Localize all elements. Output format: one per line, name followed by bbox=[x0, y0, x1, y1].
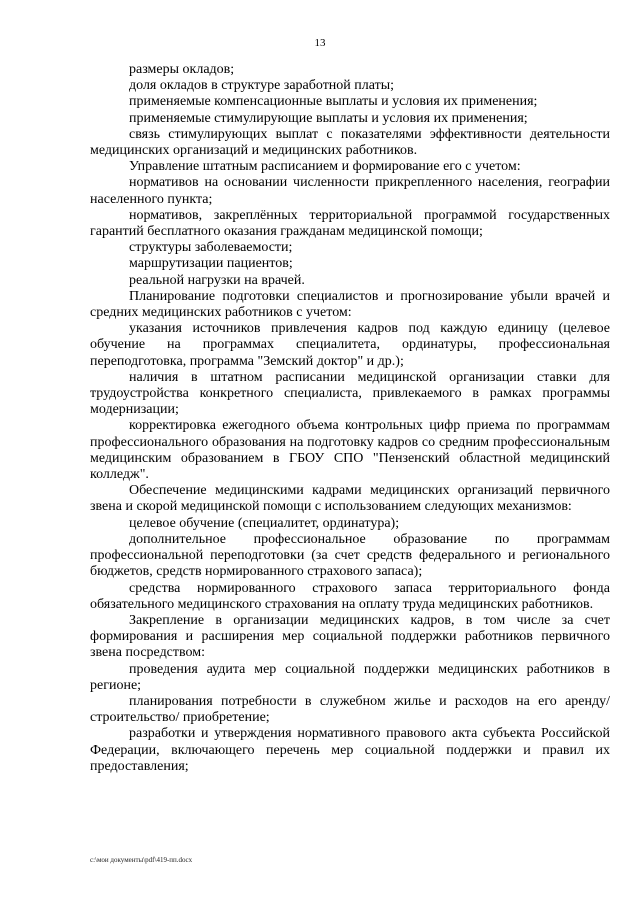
paragraph: связь стимулирующих выплат с показателями эффективности деятельности медицинских организаций и медицинских работников. bbox=[90, 126, 610, 159]
paragraph: разработки и утверждения нормативного правового акта субъекта Российской Федерации, включающего перечень мер социальной поддержки и правил их предоставления; bbox=[90, 726, 610, 774]
page-number: 13 bbox=[314, 37, 326, 49]
paragraph: указания источников привлечения кадров под каждую единицу (целевое обучение на программах специалитета, ординатуры, профессиональная переподготовка, программа "Земский доктор" и др.); bbox=[90, 321, 610, 369]
document-body bbox=[90, 62, 610, 775]
paragraph: нормативов, закреплённых территориальной программой государственных гарантий бесплатного оказания гражданам медицинской помощи; bbox=[90, 207, 610, 240]
paragraph: структуры заболеваемости; bbox=[129, 240, 293, 256]
paragraph: доля окладов в структуре заработной платы; bbox=[129, 78, 395, 94]
paragraph: Планирование подготовки специалистов и прогнозирование убыли врачей и средних медицинских работников с учетом: bbox=[90, 288, 610, 321]
paragraph: проведения аудита мер социальной поддержки медицинских работников в регионе; bbox=[90, 661, 610, 693]
paragraph: наличия в штатном расписании медицинской организации ставки для трудоустройства конкретного специалиста, привлекаемого в рамках программы модернизации; bbox=[90, 369, 610, 418]
paragraph: маршрутизации пациентов; bbox=[129, 256, 293, 272]
paragraph: размеры окладов; bbox=[129, 62, 235, 77]
footer-file-path: c:\мои документы\pdf\419-пп.docx bbox=[90, 856, 193, 864]
paragraph: применяемые компенсационные выплаты и условия их применения; bbox=[129, 94, 538, 110]
paragraph: применяемые стимулирующие выплаты и условия их применения; bbox=[129, 110, 528, 126]
paragraph: дополнительное профессиональное образование по программам профессиональной переподготовки (за счет средств федерального и регионального бюджетов, средств нормированного страхового запаса); bbox=[90, 531, 610, 580]
paragraph: планирования потребности в служебном жилье и расходов на его аренду/ строительство/ приобретение; bbox=[90, 693, 610, 726]
paragraph: средства нормированного страхового запаса территориального фонда обязательного медицинского страхования на оплату труда медицинских работников. bbox=[90, 580, 610, 612]
paragraph: реальной нагрузки на врачей. bbox=[129, 272, 305, 288]
paragraph: Управление штатным расписанием и формирование его с учетом: bbox=[129, 159, 521, 175]
paragraph: целевое обучение (специалитет, ординатура); bbox=[129, 515, 400, 531]
paragraph: Обеспечение медицинскими кадрами медицинских организаций первичного звена и скорой медицинской помощи с использованием следующих механизмов: bbox=[90, 483, 610, 515]
paragraph: нормативов на основании численности прикрепленного населения, географии населенного пункта; bbox=[90, 175, 610, 207]
paragraph: Закрепление в организации медицинских кадров, в том числе за счет формирования и расширения мер социальной поддержки работников первичного звена посредством: bbox=[90, 612, 610, 661]
paragraph: корректировка ежегодного объема контрольных цифр приема по программам профессионального образования на подготовку кадров со средним профессиональным медицинским образованием в ГБОУ СПО "Пензенский областной медицинский колледж". bbox=[90, 418, 610, 483]
